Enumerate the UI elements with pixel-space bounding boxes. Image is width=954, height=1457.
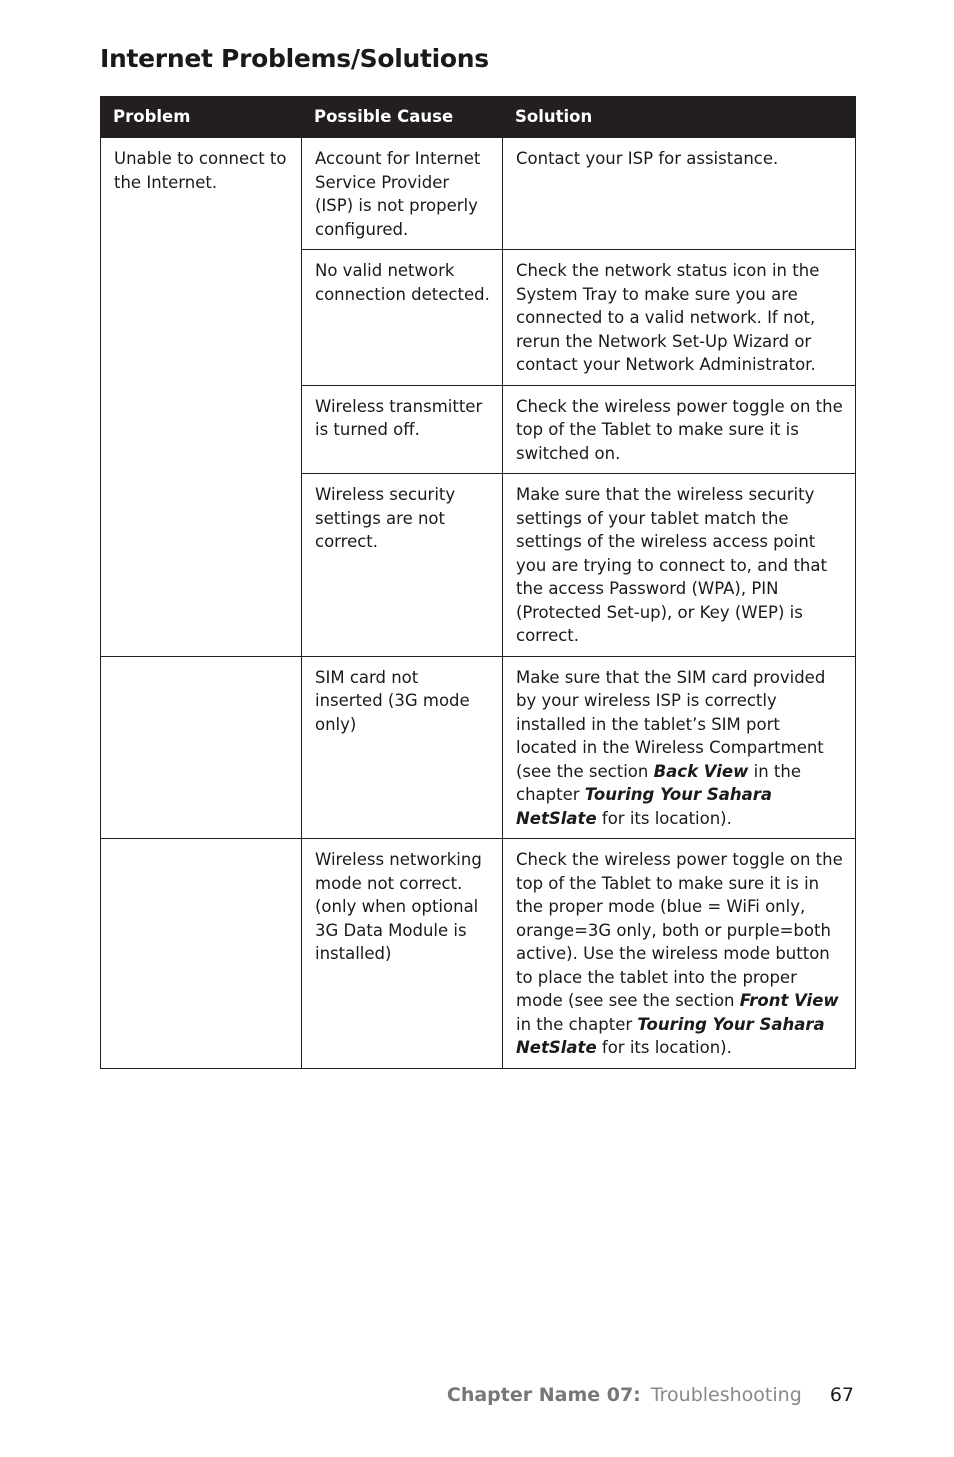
problem-cell bbox=[101, 839, 302, 1069]
header-possible-cause: Possible Cause bbox=[302, 97, 503, 138]
solution-text: for its location). bbox=[596, 808, 732, 828]
problem-cell: Unable to connect to the Internet. bbox=[101, 138, 302, 657]
cause-cell: Wireless security settings are not correct. bbox=[302, 474, 503, 657]
solution-text: in the chapter bbox=[516, 761, 801, 804]
solution-text: Make sure that the SIM card provided by your wireless ISP is correctly installed in the tablet’s SIM port located in the Wireless Compartment (see the section bbox=[516, 667, 826, 781]
solution-cell: Check the network status icon in the System Tray to make sure you are connected to a valid network. If not, rerun the Network Set-Up Wizard or contact your Network Administrator. bbox=[503, 250, 856, 386]
section-reference: Front View bbox=[739, 991, 839, 1010]
cause-cell: Wireless networking mode not correct. (only when optional 3G Data Module is installed) bbox=[302, 839, 503, 1069]
table-row bbox=[101, 656, 856, 839]
problems-solutions-table bbox=[100, 96, 856, 1069]
table-row bbox=[101, 138, 856, 250]
section-reference: Back View bbox=[653, 761, 749, 781]
problem-cell bbox=[101, 656, 302, 839]
page-footer bbox=[447, 1384, 854, 1406]
cause-cell: Account for Internet Service Provider (ISP) is not properly configured. bbox=[302, 138, 503, 250]
solution-text: Check the wireless power toggle on the top of the Tablet to make sure it is in the proper mode (blue = WiFi only, orange=3G only, both or purple=both active). Use the wireless mode button to place the tablet into the proper mode (see see the section bbox=[516, 850, 843, 1010]
cause-cell: Wireless transmitter is turned off. bbox=[302, 385, 503, 474]
header-solution: Solution bbox=[503, 97, 856, 138]
table-row bbox=[101, 839, 856, 1069]
solution-cell bbox=[503, 656, 856, 839]
solution-text: in the chapter bbox=[516, 1014, 638, 1034]
footer-section: Troubleshooting bbox=[650, 1384, 802, 1406]
chapter-reference: Touring Your Sahara NetSlate bbox=[516, 1014, 825, 1057]
solution-cell: Contact your ISP for assistance. bbox=[503, 138, 856, 250]
solution-cell bbox=[503, 839, 856, 1069]
cause-cell: SIM card not inserted (3G mode only) bbox=[302, 656, 503, 839]
header-problem: Problem bbox=[101, 97, 302, 138]
footer-chapter: Chapter Name 07: bbox=[446, 1384, 641, 1406]
cause-cell: No valid network connection detected. bbox=[302, 250, 503, 386]
chapter-reference: Touring Your Sahara NetSlate bbox=[516, 785, 773, 828]
solution-cell: Make sure that the wireless security settings of your tablet match the settings of the wireless access point you are trying to connect to, and that the access Password (WPA), PIN (Protected Set-up), or Key (WEP) is correct. bbox=[503, 474, 856, 657]
page-title: Internet Problems/Solutions bbox=[100, 44, 489, 73]
solution-cell: Check the wireless power toggle on the top of the Tablet to make sure it is switched on. bbox=[503, 385, 856, 474]
solution-text: for its location). bbox=[596, 1038, 732, 1057]
page-number: 67 bbox=[829, 1384, 854, 1406]
table-header-row bbox=[101, 97, 856, 138]
